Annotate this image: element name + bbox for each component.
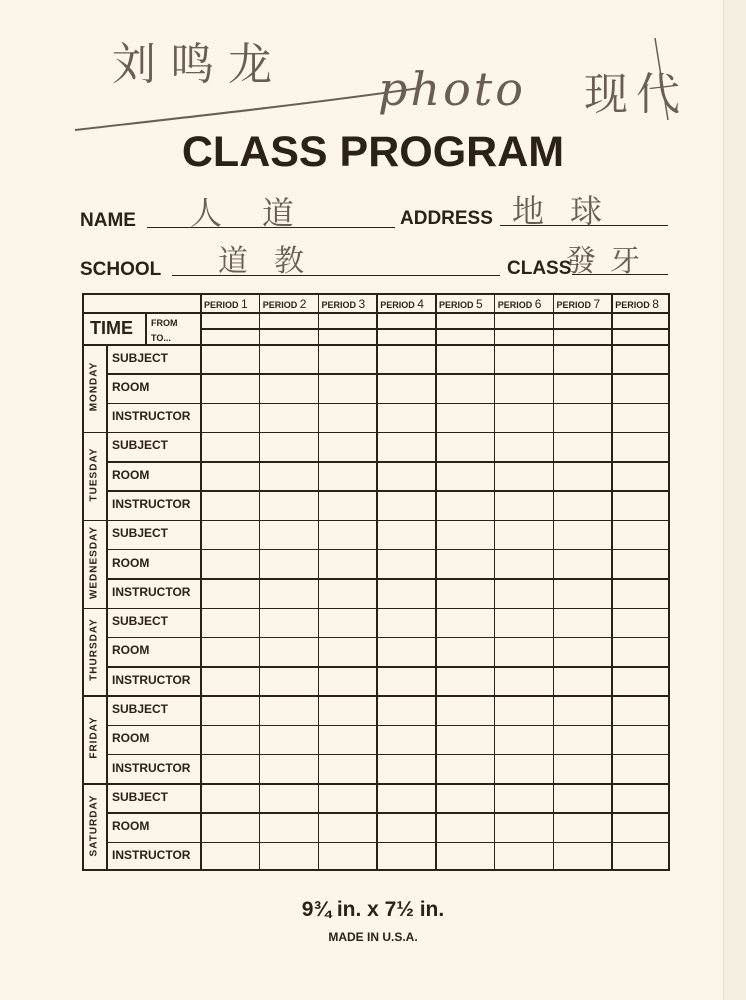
grid-line — [106, 637, 670, 639]
grid-line — [82, 520, 670, 522]
address-value: 地球 — [512, 192, 629, 230]
day-label-friday: FRIDAY — [88, 716, 100, 759]
grid-line — [106, 549, 670, 551]
row-label-subject: SUBJECT — [112, 526, 169, 541]
grid-line — [145, 312, 147, 344]
period-word: PERIOD — [615, 300, 650, 310]
grid-line — [82, 432, 670, 434]
grid-line — [106, 461, 670, 463]
grid-line — [106, 725, 670, 727]
grid-line — [106, 490, 670, 492]
day-label-thursday: THURSDAY — [88, 618, 100, 682]
row-label-room: ROOM — [112, 731, 150, 746]
period-word: PERIOD — [204, 300, 239, 310]
period-header-3 — [322, 297, 366, 311]
row-label-instructor: INSTRUCTOR — [112, 672, 191, 687]
period-number: 7 — [593, 297, 601, 311]
row-label-instructor: INSTRUCTOR — [112, 848, 191, 863]
handwritten-name-top: 刘鸣龙 — [112, 39, 286, 90]
row-label-subject: SUBJECT — [112, 701, 169, 716]
grid-line — [200, 293, 202, 312]
row-label-room: ROOM — [112, 819, 150, 834]
row-label-room: ROOM — [112, 467, 150, 482]
day-label-wednesday: WEDNESDAY — [88, 525, 100, 599]
grid-line — [106, 578, 670, 580]
day-label-monday: MONDAY — [88, 361, 100, 412]
name-value: 人道 — [190, 194, 335, 232]
row-label-subject: SUBJECT — [112, 350, 169, 365]
row-label-room: ROOM — [112, 643, 150, 658]
row-label-room: ROOM — [112, 555, 150, 570]
period-number: 3 — [358, 297, 366, 311]
day-label-saturday: SATURDAY — [88, 794, 100, 857]
period-word: PERIOD — [380, 300, 415, 310]
period-number: 6 — [534, 297, 542, 311]
school-label: SCHOOL — [80, 259, 162, 280]
grid-line — [106, 666, 670, 668]
period-header-8 — [615, 297, 659, 311]
handwritten-scrawl-line — [0, 0, 746, 140]
grid-line — [106, 754, 670, 756]
grid-line — [82, 608, 670, 610]
handwritten-modern: 现代 — [584, 69, 688, 120]
period-number: 4 — [417, 297, 424, 311]
period-header-6 — [498, 297, 542, 311]
period-header-4 — [380, 297, 424, 311]
grid-line — [82, 695, 670, 697]
period-number: 2 — [299, 297, 307, 311]
period-number: 1 — [241, 297, 248, 311]
from-label: FROM — [151, 318, 178, 328]
paper-size: 9¾ in. x 7½ in. — [301, 898, 445, 921]
grid-line — [106, 812, 670, 814]
row-label-instructor: INSTRUCTOR — [112, 760, 191, 775]
time-label: TIME — [90, 318, 133, 338]
grid-line — [82, 783, 670, 785]
row-label-instructor: INSTRUCTOR — [112, 497, 191, 512]
row-label-instructor: INSTRUCTOR — [112, 584, 191, 599]
row-label-subject: SUBJECT — [112, 614, 169, 629]
period-word: PERIOD — [556, 300, 592, 310]
period-number: 8 — [652, 297, 659, 311]
name-label: NAME — [80, 210, 136, 231]
class-value: 發牙 — [566, 244, 654, 279]
period-header-5 — [439, 297, 483, 311]
address-label: ADDRESS — [400, 208, 493, 229]
period-header-7 — [557, 297, 601, 311]
row-label-room: ROOM — [112, 379, 150, 394]
row-label-subject: SUBJECT — [112, 789, 169, 804]
period-word: PERIOD — [262, 300, 298, 310]
period-header-2 — [263, 297, 307, 311]
grid-line — [106, 373, 670, 375]
made-in-label: MADE IN U.S.A. — [328, 930, 418, 944]
period-word: PERIOD — [439, 300, 474, 310]
grid-line — [200, 312, 202, 871]
row-label-instructor: INSTRUCTOR — [112, 409, 191, 424]
handwritten-photo: photo — [378, 62, 526, 116]
period-number: 5 — [476, 297, 483, 311]
period-header-1 — [204, 297, 248, 311]
school-value: 道教 — [218, 244, 330, 279]
grid-line — [106, 842, 670, 844]
grid-line — [106, 403, 670, 405]
to-label: TO... — [151, 333, 171, 343]
period-word: PERIOD — [321, 300, 357, 310]
page-title: CLASS PROGRAM — [181, 128, 565, 176]
period-word: PERIOD — [497, 300, 533, 310]
class-label: CLASS — [507, 258, 572, 279]
day-label-tuesday: TUESDAY — [88, 447, 100, 502]
row-label-subject: SUBJECT — [112, 438, 169, 453]
